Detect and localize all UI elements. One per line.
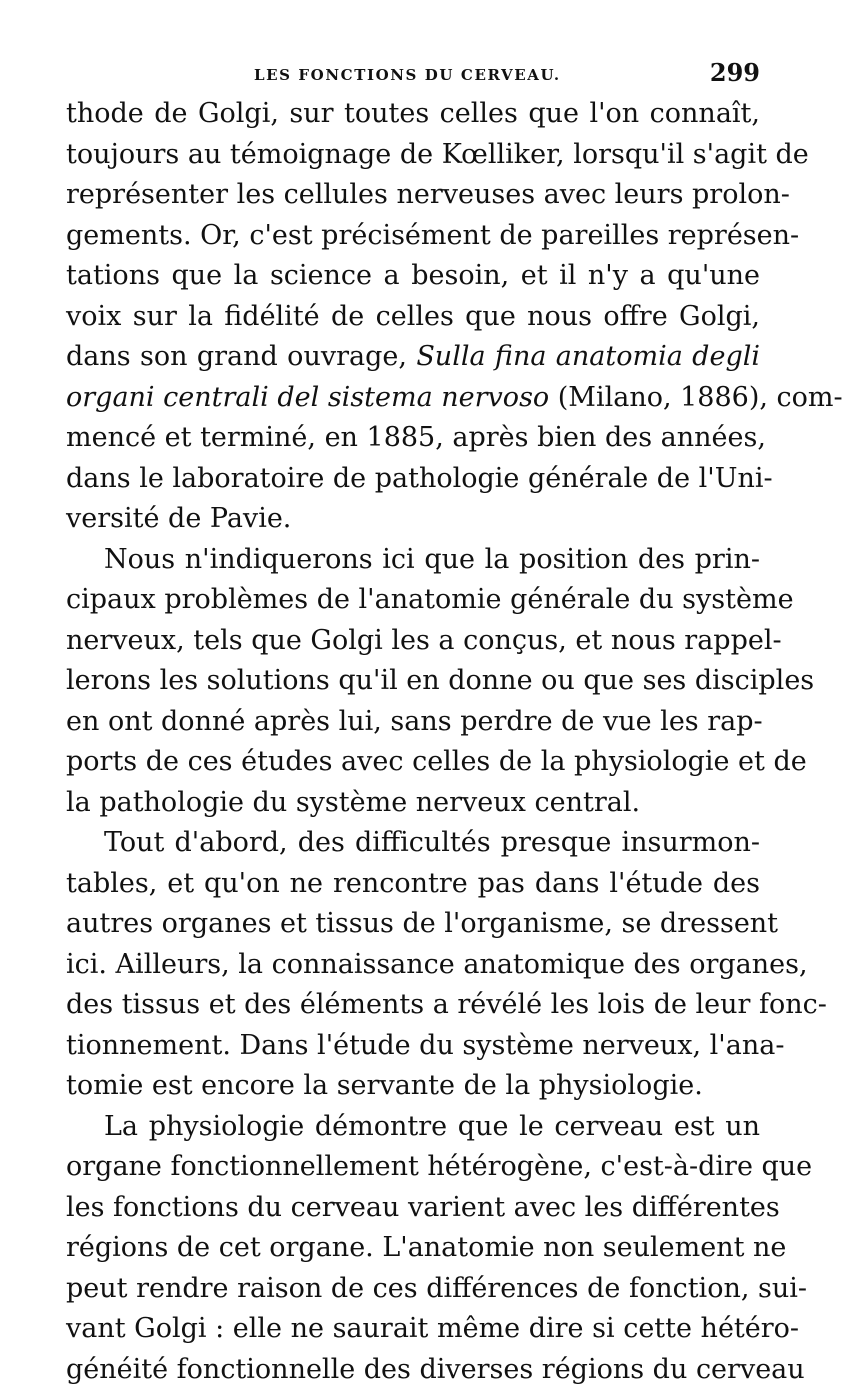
text-line: dans le laboratoire de pathologie générale de l'Uni- [66,459,760,500]
text-line: versité de Pavie. [66,499,760,540]
body-text [66,94,760,1390]
text-line: des tissus et des éléments a révélé les lois de leur fonc- [66,985,760,1026]
text-line: peut rendre raison de ces différences de fonction, sui- [66,1269,760,1310]
text-line: thode de Golgi, sur toutes celles que l'on connaît, [66,94,760,135]
text-line: La physiologie démontre que le cerveau est un [66,1107,760,1148]
book-title-italic: Sulla fina anatomia degli [416,341,760,372]
text-line: vant Golgi : elle ne saurait même dire si cette hétéro- [66,1309,760,1350]
text-line: tations que la science a besoin, et il n'y a qu'une [66,256,760,297]
page-number: 299 [710,58,760,87]
text-line: ici. Ailleurs, la connaissance anatomique des organes, [66,945,760,986]
text-line: autres organes et tissus de l'organisme, se dressent [66,904,760,945]
text-line: régions de cet organe. L'anatomie non seulement ne [66,1228,760,1269]
text-line: Tout d'abord, des difficultés presque insurmon- [66,823,760,864]
text-line: représenter les cellules nerveuses avec leurs prolon- [66,175,760,216]
paragraph-4 [66,1107,760,1390]
text-line: tables, et qu'on ne rencontre pas dans l'étude des [66,864,760,905]
text-line: toujours au témoignage de Kœlliker, lorsqu'il s'agit de [66,135,760,176]
text-line: ports de ces études avec celles de la physiologie et de [66,742,760,783]
text-line: lerons les solutions qu'il en donne ou que ses disciples [66,661,760,702]
text-line: tomie est encore la servante de la physiologie. [66,1066,760,1107]
paragraph-1 [66,94,760,540]
book-title-italic: organi centrali del sistema nervoso [66,382,549,413]
paragraph-3 [66,823,760,1107]
text-line: Nous n'indiquerons ici que la position des prin- [66,540,760,581]
text-line: la pathologie du système nerveux central. [66,783,760,824]
text-line: organi centrali del sistema nervoso (Milano, 1886), com- [66,378,760,419]
text-line: en ont donné après lui, sans perdre de vue les rap- [66,702,760,743]
text-line: gements. Or, c'est précisément de pareilles représen- [66,216,760,257]
running-title: LES FONCTIONS DU CERVEAU. [254,66,561,84]
text-line: organe fonctionnellement hétérogène, c'est-à-dire que [66,1147,760,1188]
text-line: nerveux, tels que Golgi les a conçus, et nous rappel- [66,621,760,662]
text-line: mencé et terminé, en 1885, après bien des années, [66,418,760,459]
text-line: tionnement. Dans l'étude du système nerveux, l'ana- [66,1026,760,1067]
text-line: les fonctions du cerveau varient avec les différentes [66,1188,760,1229]
text-line: cipaux problèmes de l'anatomie générale du système [66,580,760,621]
paragraph-2 [66,540,760,824]
text-line: dans son grand ouvrage, Sulla fina anatomia degli [66,337,760,378]
text-line: généité fonctionnelle des diverses régions du cerveau [66,1350,760,1390]
text-line: voix sur la fidélité de celles que nous offre Golgi, [66,297,760,338]
running-head [66,52,760,92]
